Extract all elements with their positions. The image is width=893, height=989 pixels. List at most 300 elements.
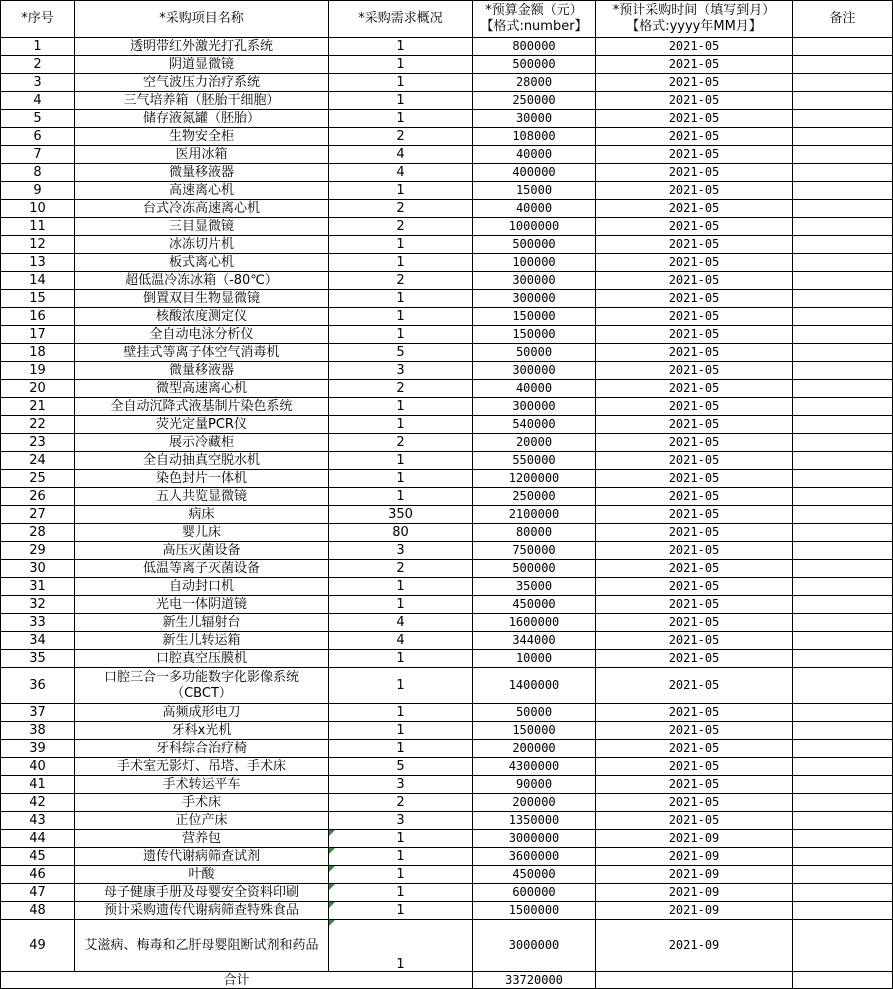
row-item-name: 全自动沉降式液基制片染色系统 [75,398,329,416]
header-time-line2: 【格式:yyyy年MM月】 [626,19,762,34]
row-budget: 40000 [473,146,596,164]
row-budget: 1600000 [473,614,596,632]
row-date: 2021-05 [596,272,793,290]
row-date: 2021-09 [596,902,793,920]
row-date: 2021-05 [596,776,793,794]
table-row [1,128,893,146]
row-date: 2021-05 [596,632,793,650]
row-seq: 7 [1,146,75,164]
row-seq: 31 [1,578,75,596]
row-note [793,632,893,650]
row-date: 2021-05 [596,758,793,776]
row-seq: 39 [1,740,75,758]
header-seq: *序号 [1,1,75,38]
row-item-name: 新生儿转运箱 [75,632,329,650]
row-budget: 1350000 [473,812,596,830]
table-row [1,74,893,92]
row-date: 2021-05 [596,38,793,56]
row-seq: 33 [1,614,75,632]
row-date: 2021-05 [596,146,793,164]
row-seq: 32 [1,596,75,614]
row-note [793,74,893,92]
row-seq: 21 [1,398,75,416]
row-item-name: 全自动抽真空脱水机 [75,452,329,470]
table-row [1,596,893,614]
row-quantity: 2 [329,560,473,578]
row-budget: 250000 [473,488,596,506]
row-date: 2021-05 [596,668,793,704]
row-quantity: 1 [329,596,473,614]
row-budget: 3000000 [473,830,596,848]
total-row [1,972,893,989]
header-time [596,1,793,38]
row-note [793,848,893,866]
row-date: 2021-05 [596,704,793,722]
row-budget: 15000 [473,182,596,200]
row-budget: 540000 [473,416,596,434]
row-note [793,200,893,218]
row-quantity: 1 [329,470,473,488]
row-budget: 550000 [473,452,596,470]
row-quantity: 3 [329,362,473,380]
row-budget: 2100000 [473,506,596,524]
row-note [793,218,893,236]
row-note [793,254,893,272]
table-row [1,524,893,542]
row-quantity: 80 [329,524,473,542]
row-quantity: 1 [329,56,473,74]
row-note [793,614,893,632]
row-note [793,506,893,524]
row-date: 2021-05 [596,470,793,488]
row-quantity: 1 [329,308,473,326]
row-date: 2021-05 [596,182,793,200]
row-budget: 1200000 [473,470,596,488]
row-quantity: 1 [329,38,473,56]
row-quantity: 2 [329,200,473,218]
row-date: 2021-09 [596,848,793,866]
row-seq: 27 [1,506,75,524]
row-budget: 40000 [473,200,596,218]
row-quantity: 3 [329,776,473,794]
row-note [793,38,893,56]
row-budget: 30000 [473,110,596,128]
table-row [1,848,893,866]
row-seq: 1 [1,38,75,56]
row-seq: 23 [1,434,75,452]
row-seq: 46 [1,866,75,884]
table-row [1,362,893,380]
row-quantity: 1 [329,668,473,704]
table-row [1,542,893,560]
table-row [1,812,893,830]
table-row [1,884,893,902]
row-budget: 4300000 [473,758,596,776]
row-budget: 28000 [473,74,596,92]
header-need: *采购需求概况 [329,1,473,38]
row-seq: 45 [1,848,75,866]
row-date: 2021-05 [596,812,793,830]
table-row [1,722,893,740]
header-name: *采购项目名称 [75,1,329,38]
row-budget: 450000 [473,866,596,884]
row-seq: 6 [1,128,75,146]
total-date-empty [596,972,793,989]
row-date: 2021-05 [596,290,793,308]
row-seq: 9 [1,182,75,200]
row-item-name: 牙科x光机 [75,722,329,740]
row-date: 2021-05 [596,380,793,398]
row-item-name: 超低温冷冻冰箱（-80℃） [75,272,329,290]
table-row [1,614,893,632]
row-item-name: 五人共览显微镜 [75,488,329,506]
table-row [1,398,893,416]
row-budget: 150000 [473,722,596,740]
row-seq: 19 [1,362,75,380]
row-item-name: 倒置双目生物显微镜 [75,290,329,308]
row-seq: 5 [1,110,75,128]
row-note [793,866,893,884]
row-budget: 450000 [473,596,596,614]
row-item-name: 手术室无影灯、吊塔、手术床 [75,758,329,776]
row-item-name: 三目显微镜 [75,218,329,236]
total-note-empty [793,972,893,989]
row-seq: 36 [1,668,75,704]
row-budget: 500000 [473,560,596,578]
row-quantity: 1 [329,920,473,972]
row-date: 2021-05 [596,110,793,128]
row-date: 2021-05 [596,434,793,452]
row-date: 2021-05 [596,650,793,668]
row-note [793,758,893,776]
row-note [793,272,893,290]
row-note [793,308,893,326]
row-note [793,110,893,128]
row-note [793,452,893,470]
row-item-name: 高速离心机 [75,182,329,200]
row-quantity: 1 [329,416,473,434]
row-note [793,326,893,344]
table-row [1,758,893,776]
row-item-name: 三气培养箱（胚胎干细胞） [75,92,329,110]
row-seq: 29 [1,542,75,560]
row-date: 2021-05 [596,218,793,236]
row-quantity: 1 [329,236,473,254]
row-date: 2021-05 [596,722,793,740]
row-seq: 37 [1,704,75,722]
row-budget: 200000 [473,794,596,812]
row-seq: 28 [1,524,75,542]
row-item-name: 牙科综合治疗椅 [75,740,329,758]
row-budget: 50000 [473,704,596,722]
row-quantity: 2 [329,380,473,398]
row-item-name: 冰冻切片机 [75,236,329,254]
row-quantity: 3 [329,542,473,560]
row-budget: 300000 [473,290,596,308]
row-date: 2021-05 [596,254,793,272]
row-date: 2021-05 [596,236,793,254]
row-note [793,146,893,164]
row-quantity: 5 [329,344,473,362]
row-item-name: 新生儿辐射台 [75,614,329,632]
row-seq: 35 [1,650,75,668]
row-seq: 47 [1,884,75,902]
row-quantity: 4 [329,632,473,650]
row-item-name: 微量移液器 [75,164,329,182]
row-seq: 4 [1,92,75,110]
row-quantity: 1 [329,650,473,668]
row-item-name: 透明带红外激光打孔系统 [75,38,329,56]
row-date: 2021-05 [596,542,793,560]
row-item-name: 生物安全柜 [75,128,329,146]
row-note [793,596,893,614]
row-date: 2021-09 [596,830,793,848]
row-date: 2021-05 [596,344,793,362]
row-date: 2021-05 [596,488,793,506]
row-note [793,164,893,182]
row-note [793,704,893,722]
row-note [793,92,893,110]
row-seq: 34 [1,632,75,650]
row-date: 2021-05 [596,524,793,542]
row-note [793,578,893,596]
row-item-name: 微型高速离心机 [75,380,329,398]
row-date: 2021-09 [596,920,793,972]
row-budget: 1500000 [473,902,596,920]
row-seq: 12 [1,236,75,254]
row-item-name: 储存液氮罐（胚胎） [75,110,329,128]
table-row [1,254,893,272]
row-note [793,416,893,434]
row-date: 2021-05 [596,92,793,110]
row-item-name: 医用冰箱 [75,146,329,164]
row-quantity: 2 [329,218,473,236]
row-seq: 10 [1,200,75,218]
header-budget-line2: 【格式:number】 [480,19,588,34]
table-row [1,326,893,344]
row-seq: 2 [1,56,75,74]
row-quantity: 1 [329,830,473,848]
row-item-name: 光电一体阴道镜 [75,596,329,614]
row-quantity: 1 [329,290,473,308]
row-item-name: 微量移液器 [75,362,329,380]
row-seq: 3 [1,74,75,92]
row-seq: 48 [1,902,75,920]
row-date: 2021-05 [596,596,793,614]
row-budget: 90000 [473,776,596,794]
row-budget: 300000 [473,398,596,416]
table-row [1,92,893,110]
row-quantity: 1 [329,182,473,200]
row-note [793,344,893,362]
row-budget: 250000 [473,92,596,110]
table-row [1,506,893,524]
table-row [1,560,893,578]
table-row [1,830,893,848]
row-seq: 16 [1,308,75,326]
row-item-name: 自动封口机 [75,578,329,596]
row-budget: 150000 [473,308,596,326]
row-date: 2021-05 [596,308,793,326]
row-seq: 41 [1,776,75,794]
row-quantity: 1 [329,848,473,866]
table-row [1,200,893,218]
row-item-name: 展示冷藏柜 [75,434,329,452]
row-date: 2021-05 [596,326,793,344]
row-item-name: 板式离心机 [75,254,329,272]
row-note [793,434,893,452]
table-row [1,434,893,452]
row-quantity: 1 [329,398,473,416]
row-seq: 13 [1,254,75,272]
row-budget: 400000 [473,164,596,182]
table-row [1,272,893,290]
row-budget: 750000 [473,542,596,560]
table-row [1,236,893,254]
table-row [1,56,893,74]
row-note [793,920,893,972]
row-note [793,668,893,704]
row-item-name: 预计采购遗传代谢病筛查特殊食品 [75,902,329,920]
row-quantity: 2 [329,794,473,812]
row-item-name: 口腔真空压膜机 [75,650,329,668]
row-quantity: 1 [329,74,473,92]
table-row [1,308,893,326]
row-note [793,830,893,848]
row-seq: 17 [1,326,75,344]
row-quantity: 2 [329,272,473,290]
row-date: 2021-05 [596,578,793,596]
row-item-name: 阴道显微镜 [75,56,329,74]
table-row [1,578,893,596]
table-row [1,470,893,488]
row-item-name: 高压灭菌设备 [75,542,329,560]
row-note [793,740,893,758]
row-quantity: 3 [329,812,473,830]
row-seq: 26 [1,488,75,506]
table-row [1,866,893,884]
table-row [1,182,893,200]
row-item-name: 染色封片一体机 [75,470,329,488]
row-item-name: 营养包 [75,830,329,848]
row-quantity: 1 [329,704,473,722]
table-row [1,380,893,398]
header-budget [473,1,596,38]
row-date: 2021-05 [596,56,793,74]
row-seq: 30 [1,560,75,578]
row-date: 2021-05 [596,128,793,146]
row-budget: 300000 [473,272,596,290]
row-seq: 20 [1,380,75,398]
row-note [793,488,893,506]
row-budget: 10000 [473,650,596,668]
row-quantity: 1 [329,92,473,110]
row-quantity: 350 [329,506,473,524]
table-row [1,164,893,182]
header-note: 备注 [793,1,893,38]
row-item-name: 口腔三合一多功能数字化影像系统（CBCT） [75,668,329,704]
table-body [1,38,893,989]
table-row [1,110,893,128]
row-item-name: 低温等离子灭菌设备 [75,560,329,578]
table-row [1,740,893,758]
row-budget: 3600000 [473,848,596,866]
row-quantity: 1 [329,884,473,902]
header-time-line1: *预计采购时间（填写到月） [612,3,776,18]
table-row [1,794,893,812]
row-note [793,56,893,74]
row-item-name: 母子健康手册及母婴安全资料印刷 [75,884,329,902]
table-row [1,776,893,794]
row-budget: 80000 [473,524,596,542]
table-row [1,218,893,236]
row-seq: 25 [1,470,75,488]
row-quantity: 1 [329,902,473,920]
row-item-name: 台式冷冻高速离心机 [75,200,329,218]
row-seq: 44 [1,830,75,848]
table-row [1,290,893,308]
row-seq: 43 [1,812,75,830]
row-budget: 35000 [473,578,596,596]
row-seq: 24 [1,452,75,470]
row-quantity: 2 [329,128,473,146]
row-note [793,650,893,668]
row-note [793,398,893,416]
table-row [1,38,893,56]
row-item-name: 叶酸 [75,866,329,884]
row-date: 2021-05 [596,560,793,578]
header-budget-line1: *预算金额（元） [485,3,583,18]
row-seq: 49 [1,920,75,972]
row-budget: 150000 [473,326,596,344]
row-note [793,794,893,812]
row-note [793,812,893,830]
row-budget: 100000 [473,254,596,272]
row-seq: 42 [1,794,75,812]
row-seq: 11 [1,218,75,236]
table-row [1,668,893,704]
row-note [793,128,893,146]
row-budget: 50000 [473,344,596,362]
row-quantity: 4 [329,614,473,632]
row-budget: 1000000 [473,218,596,236]
table-row [1,902,893,920]
total-label: 合计 [1,972,473,989]
row-item-name: 全自动电泳分析仪 [75,326,329,344]
row-quantity: 1 [329,578,473,596]
row-item-name: 空气波压力治疗系统 [75,74,329,92]
row-date: 2021-05 [596,794,793,812]
row-seq: 22 [1,416,75,434]
row-date: 2021-05 [596,362,793,380]
row-quantity: 1 [329,488,473,506]
table-row [1,650,893,668]
row-note [793,290,893,308]
row-budget: 300000 [473,362,596,380]
row-note [793,182,893,200]
row-date: 2021-05 [596,398,793,416]
row-seq: 14 [1,272,75,290]
row-budget: 600000 [473,884,596,902]
table-row [1,704,893,722]
header-row [1,1,893,38]
row-quantity: 4 [329,164,473,182]
row-seq: 8 [1,164,75,182]
row-budget: 3000000 [473,920,596,972]
row-note [793,560,893,578]
table-row [1,146,893,164]
row-seq: 15 [1,290,75,308]
